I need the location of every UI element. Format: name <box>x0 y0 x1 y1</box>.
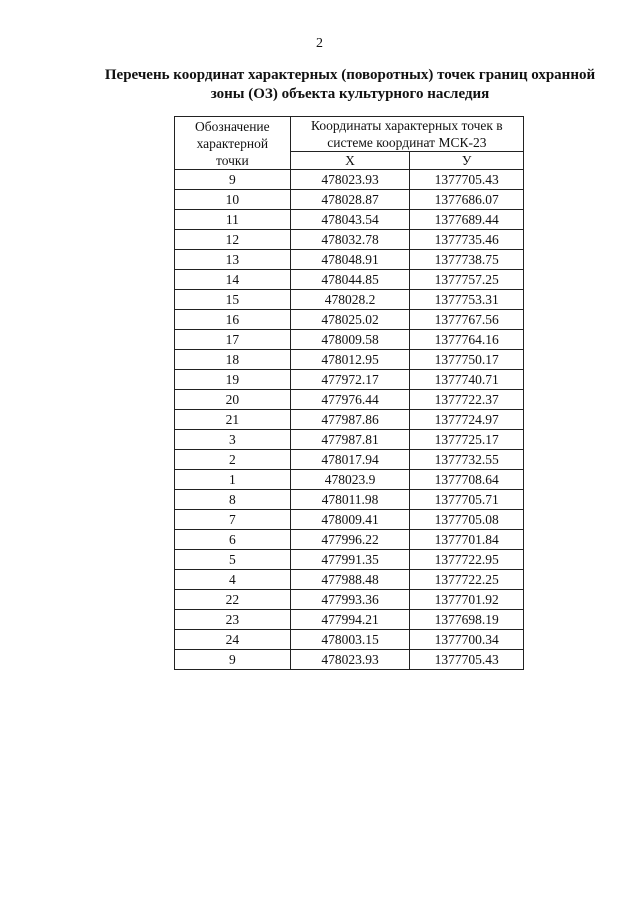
cell-y: 1377722.95 <box>410 550 524 570</box>
cell-point: 9 <box>175 650 291 670</box>
header-point-designation <box>175 117 291 170</box>
header-y: У <box>410 152 524 170</box>
cell-x: 477996.22 <box>290 530 410 550</box>
cell-x: 478043.54 <box>290 210 410 230</box>
cell-y: 1377750.17 <box>410 350 524 370</box>
cell-point: 22 <box>175 590 291 610</box>
cell-x: 477991.35 <box>290 550 410 570</box>
coordinates-table <box>174 116 524 670</box>
table-row <box>175 630 524 650</box>
cell-point: 1 <box>175 470 291 490</box>
table-row <box>175 490 524 510</box>
cell-x: 478028.2 <box>290 290 410 310</box>
table-row <box>175 230 524 250</box>
cell-point: 10 <box>175 190 291 210</box>
cell-point: 14 <box>175 270 291 290</box>
header-coords-line: системе координат МСК-23 <box>327 135 487 150</box>
table-row <box>175 650 524 670</box>
table-row <box>175 390 524 410</box>
cell-y: 1377722.37 <box>410 390 524 410</box>
table-row <box>175 270 524 290</box>
cell-point: 18 <box>175 350 291 370</box>
cell-y: 1377705.08 <box>410 510 524 530</box>
header-point-line: характерной <box>196 135 269 151</box>
header-point-line: Обозначение <box>195 118 270 134</box>
cell-y: 1377708.64 <box>410 470 524 490</box>
cell-y: 1377738.75 <box>410 250 524 270</box>
cell-point: 11 <box>175 210 291 230</box>
header-point-line: точки <box>216 152 249 168</box>
cell-y: 1377740.71 <box>410 370 524 390</box>
table-row <box>175 210 524 230</box>
cell-point: 9 <box>175 170 291 190</box>
cell-point: 3 <box>175 430 291 450</box>
cell-x: 478023.93 <box>290 170 410 190</box>
cell-point: 16 <box>175 310 291 330</box>
table-row <box>175 370 524 390</box>
cell-y: 1377753.31 <box>410 290 524 310</box>
table-row <box>175 530 524 550</box>
table-row <box>175 550 524 570</box>
table-row <box>175 410 524 430</box>
cell-y: 1377732.55 <box>410 450 524 470</box>
cell-point: 17 <box>175 330 291 350</box>
table-row <box>175 290 524 310</box>
cell-point: 2 <box>175 450 291 470</box>
table-row <box>175 510 524 530</box>
table-body <box>175 170 524 670</box>
cell-y: 1377757.25 <box>410 270 524 290</box>
cell-y: 1377700.34 <box>410 630 524 650</box>
cell-point: 5 <box>175 550 291 570</box>
document-title <box>100 66 600 104</box>
cell-x: 477972.17 <box>290 370 410 390</box>
header-coords-line: Координаты характерных точек в <box>311 118 503 133</box>
table-row <box>175 450 524 470</box>
cell-x: 478012.95 <box>290 350 410 370</box>
cell-x: 478028.87 <box>290 190 410 210</box>
cell-y: 1377701.92 <box>410 590 524 610</box>
cell-x: 478048.91 <box>290 250 410 270</box>
cell-x: 477994.21 <box>290 610 410 630</box>
title-line-2: зоны (ОЗ) объекта культурного наследия <box>210 86 490 102</box>
cell-point: 13 <box>175 250 291 270</box>
table-row <box>175 350 524 370</box>
table-row <box>175 190 524 210</box>
cell-y: 1377701.84 <box>410 530 524 550</box>
cell-x: 478017.94 <box>290 450 410 470</box>
table-row <box>175 330 524 350</box>
cell-y: 1377698.19 <box>410 610 524 630</box>
cell-x: 478011.98 <box>290 490 410 510</box>
cell-point: 15 <box>175 290 291 310</box>
cell-x: 478032.78 <box>290 230 410 250</box>
cell-y: 1377767.56 <box>410 310 524 330</box>
header-coordinates <box>290 117 523 152</box>
cell-x: 478023.93 <box>290 650 410 670</box>
cell-x: 478009.41 <box>290 510 410 530</box>
table-header <box>175 117 524 170</box>
cell-y: 1377705.71 <box>410 490 524 510</box>
cell-point: 19 <box>175 370 291 390</box>
table-row <box>175 590 524 610</box>
cell-y: 1377722.25 <box>410 570 524 590</box>
cell-point: 24 <box>175 630 291 650</box>
cell-point: 20 <box>175 390 291 410</box>
cell-x: 478025.02 <box>290 310 410 330</box>
table-row <box>175 610 524 630</box>
cell-y: 1377686.07 <box>410 190 524 210</box>
cell-point: 8 <box>175 490 291 510</box>
cell-point: 12 <box>175 230 291 250</box>
cell-x: 478023.9 <box>290 470 410 490</box>
header-x: Х <box>290 152 410 170</box>
table-row <box>175 310 524 330</box>
cell-x: 477988.48 <box>290 570 410 590</box>
cell-point: 7 <box>175 510 291 530</box>
table-row <box>175 170 524 190</box>
cell-y: 1377725.17 <box>410 430 524 450</box>
table-row <box>175 470 524 490</box>
cell-x: 478044.85 <box>290 270 410 290</box>
cell-y: 1377705.43 <box>410 170 524 190</box>
cell-point: 21 <box>175 410 291 430</box>
title-line-1: Перечень координат характерных (поворотных) точек границ охранной <box>104 67 596 83</box>
cell-point: 4 <box>175 570 291 590</box>
cell-point: 6 <box>175 530 291 550</box>
table-row <box>175 570 524 590</box>
cell-x: 478003.15 <box>290 630 410 650</box>
cell-y: 1377689.44 <box>410 210 524 230</box>
page-number: 2 <box>316 36 323 51</box>
cell-y: 1377764.16 <box>410 330 524 350</box>
table-row <box>175 430 524 450</box>
cell-y: 1377735.46 <box>410 230 524 250</box>
cell-y: 1377724.97 <box>410 410 524 430</box>
cell-y: 1377705.43 <box>410 650 524 670</box>
cell-x: 477987.81 <box>290 430 410 450</box>
cell-point: 23 <box>175 610 291 630</box>
cell-x: 477987.86 <box>290 410 410 430</box>
table-row <box>175 250 524 270</box>
cell-x: 477976.44 <box>290 390 410 410</box>
cell-x: 477993.36 <box>290 590 410 610</box>
cell-x: 478009.58 <box>290 330 410 350</box>
